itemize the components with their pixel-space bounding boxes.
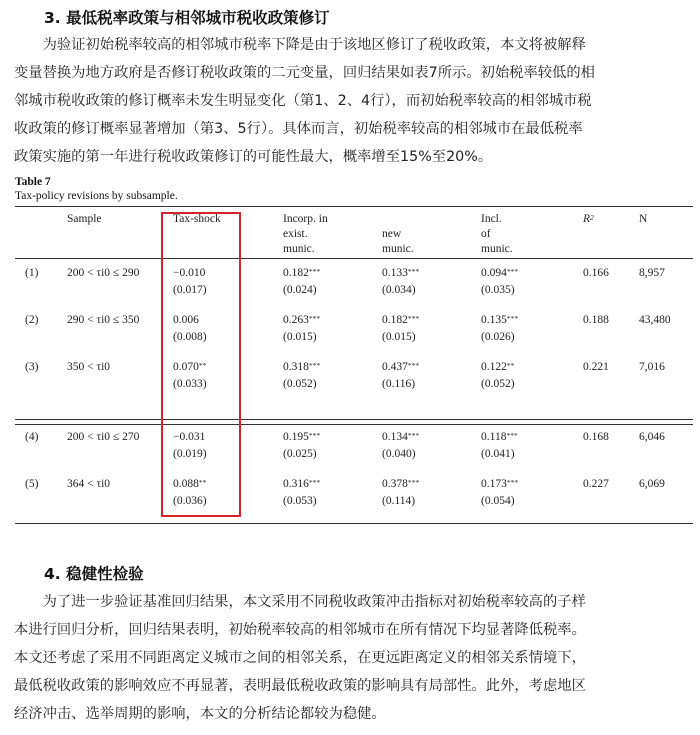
- paragraph-line: 政策实施的第一年进行税收政策修订的可能性最大，概率增至15%至20%。: [14, 149, 493, 165]
- paragraph-line: 最低税收政策的影响效应不再显著，表明最低税收政策的影响具有局部性。此外，考虑地区: [14, 678, 586, 694]
- new-munic-coef: 0.378***: [382, 478, 420, 490]
- paragraph-line: 本进行回归分析，回归结果表明，初始税率较高的相邻城市在所有情况下均显著降低税率。: [14, 622, 586, 638]
- row-r2: 0.166: [583, 267, 609, 279]
- tax-shock-se: (0.036): [173, 495, 207, 507]
- incl-munic-se: (0.041): [481, 448, 515, 460]
- incl-munic-coef: 0.094***: [481, 267, 519, 279]
- incorp-coef: 0.263***: [283, 314, 321, 326]
- header-new: new munic.: [382, 228, 414, 255]
- incorp-se: (0.052): [283, 378, 317, 390]
- incl-munic-se: (0.052): [481, 378, 515, 390]
- section-heading: 3. 最低税率政策与相邻城市税收政策修订: [44, 9, 330, 27]
- table-caption: Tax-policy revisions by subsample.: [15, 190, 178, 202]
- incl-munic-coef: 0.122**: [481, 361, 515, 373]
- incl-munic-se: (0.026): [481, 331, 515, 343]
- new-munic-se: (0.040): [382, 448, 416, 460]
- tax-shock-coef: 0.070**: [173, 361, 207, 373]
- header-incl: Incl. of munic.: [481, 213, 513, 255]
- new-munic-se: (0.034): [382, 284, 416, 296]
- new-munic-se: (0.114): [382, 495, 416, 507]
- table-mid-rule-2: [15, 424, 693, 425]
- incorp-se: (0.053): [283, 495, 317, 507]
- row-index: (3): [25, 361, 39, 373]
- tax-shock-coef: −0.010: [173, 267, 206, 279]
- incorp-coef: 0.182***: [283, 267, 321, 279]
- row-sample: 200 < τi0 ≤ 270: [67, 431, 140, 443]
- new-munic-coef: 0.134***: [382, 431, 420, 443]
- new-munic-se: (0.015): [382, 331, 416, 343]
- tax-shock-coef: 0.088**: [173, 478, 207, 490]
- new-munic-coef: 0.182***: [382, 314, 420, 326]
- incorp-coef: 0.316***: [283, 478, 321, 490]
- incorp-se: (0.015): [283, 331, 317, 343]
- paragraph-line: 为验证初始税率较高的相邻城市税率下降是由于该地区修订了税收政策，本文将被解释: [14, 37, 586, 53]
- row-sample: 350 < τi0: [67, 361, 111, 373]
- table-top-rule: [15, 206, 693, 207]
- tax-shock-coef: 0.006: [173, 314, 199, 326]
- row-index: (5): [25, 478, 39, 490]
- row-n: 6,046: [639, 431, 665, 443]
- row-r2: 0.227: [583, 478, 609, 490]
- paragraph-line: 经济冲击、选举周期的影响，本文的分析结论都较为稳健。: [14, 706, 386, 722]
- header-r2: $R^2$: [583, 213, 594, 225]
- row-index: (4): [25, 431, 39, 443]
- row-sample: 290 < τi0 ≤ 350: [67, 314, 140, 326]
- tax-shock-se: (0.008): [173, 331, 207, 343]
- row-r2: 0.221: [583, 361, 609, 373]
- incl-munic-coef: 0.173***: [481, 478, 519, 490]
- paragraph-line: 收政策的修订概率显著增加（第3、5行）。具体而言，初始税率较高的相邻城市在最低税率: [14, 121, 583, 137]
- incorp-coef: 0.195***: [283, 431, 321, 443]
- table-mid-rule: [15, 419, 693, 420]
- section-paragraph: [14, 588, 690, 728]
- incl-munic-coef: 0.118***: [481, 431, 518, 443]
- row-index: (2): [25, 314, 39, 326]
- new-munic-coef: 0.437***: [382, 361, 420, 373]
- row-index: (1): [25, 267, 39, 279]
- incorp-se: (0.024): [283, 284, 317, 296]
- incl-munic-se: (0.054): [481, 495, 515, 507]
- tax-shock-coef: −0.031: [173, 431, 206, 443]
- header-sample: Sample: [67, 213, 102, 225]
- incorp-coef: 0.318***: [283, 361, 321, 373]
- table-bottom-rule: [15, 523, 693, 524]
- row-r2: 0.168: [583, 431, 609, 443]
- header-n: N: [639, 213, 648, 225]
- header-tax-shock: Tax-shock: [173, 213, 221, 225]
- incl-munic-se: (0.035): [481, 284, 515, 296]
- row-sample: 200 < τi0 ≤ 290: [67, 267, 140, 279]
- row-r2: 0.188: [583, 314, 609, 326]
- row-n: 43,480: [639, 314, 671, 326]
- tax-shock-se: (0.019): [173, 448, 207, 460]
- tax-shock-se: (0.017): [173, 284, 207, 296]
- paragraph-line: 变量替换为地方政府是否修订税收政策的二元变量，回归结果如表7所示。初始税率较低的相: [14, 65, 595, 81]
- row-n: 8,957: [639, 267, 665, 279]
- section-heading: 4. 稳健性检验: [44, 565, 144, 583]
- row-sample: 364 < τi0: [67, 478, 111, 490]
- table-title: Table 7: [15, 176, 51, 188]
- incorp-se: (0.025): [283, 448, 317, 460]
- row-n: 6,069: [639, 478, 665, 490]
- paragraph-line: 本文还考虑了采用不同距离定义城市之间的相邻关系，在更远距离定义的相邻关系情境下，: [14, 650, 586, 666]
- new-munic-coef: 0.133***: [382, 267, 420, 279]
- section-paragraph: [14, 31, 690, 171]
- table-header-rule: [15, 258, 693, 259]
- paragraph-line: 邻城市税收政策的修订概率未发生明显变化（第1、2、4行），而初始税率较高的相邻城市税: [14, 93, 592, 109]
- row-n: 7,016: [639, 361, 665, 373]
- incl-munic-coef: 0.135***: [481, 314, 519, 326]
- paragraph-line: 为了进一步验证基准回归结果，本文采用不同税收政策冲击指标对初始税率较高的子样: [14, 594, 586, 610]
- tax-shock-se: (0.033): [173, 378, 207, 390]
- header-incorp: Incorp. in exist. munic.: [283, 213, 328, 255]
- new-munic-se: (0.116): [382, 378, 416, 390]
